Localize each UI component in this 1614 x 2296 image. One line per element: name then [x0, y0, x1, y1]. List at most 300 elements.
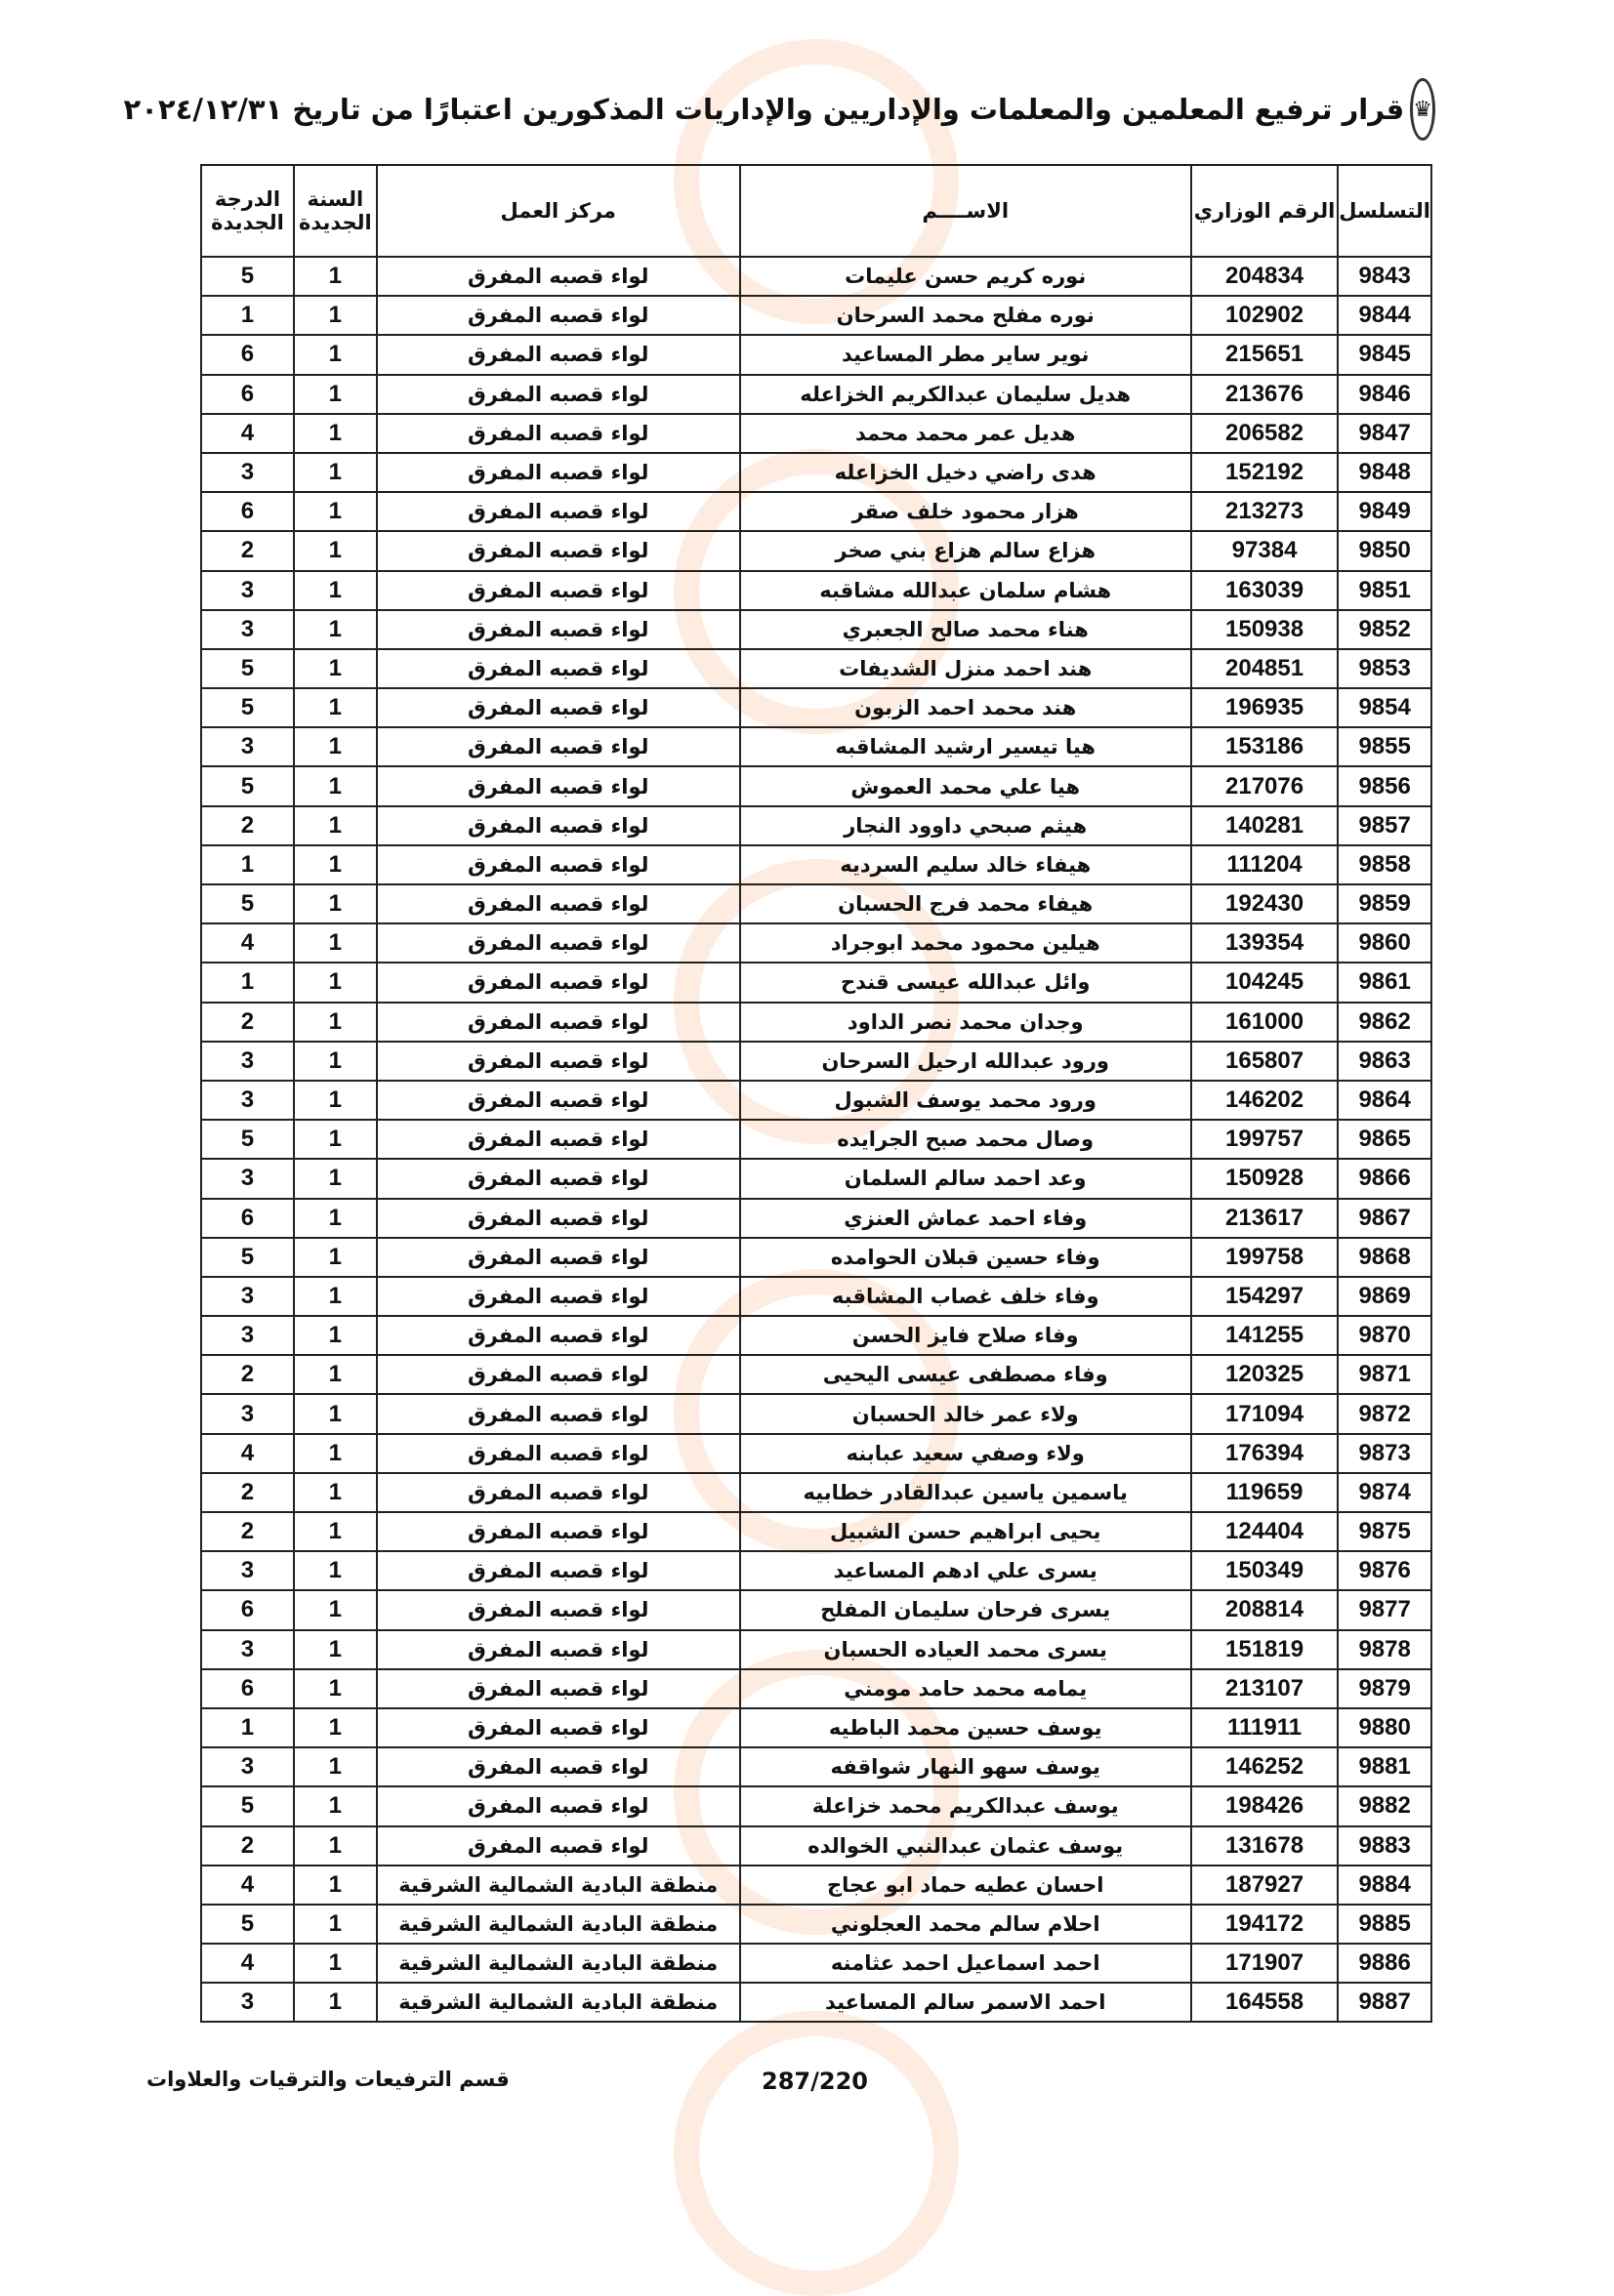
table-row: [201, 923, 1431, 963]
cell-name: ياسمين ياسين عبدالقادر خطابيه: [740, 1473, 1191, 1512]
cell-ministry-id: 213617: [1191, 1199, 1338, 1238]
cell-work-center: لواء قصبه المفرق: [377, 296, 740, 335]
cell-ministry-id: 111911: [1191, 1708, 1338, 1747]
cell-ministry-id: 131678: [1191, 1826, 1338, 1866]
cell-work-center: لواء قصبه المفرق: [377, 1355, 740, 1394]
cell-serial: 9849: [1338, 492, 1431, 531]
cell-name: وصال محمد صبح الجرايده: [740, 1120, 1191, 1159]
cell-ministry-id: 146252: [1191, 1747, 1338, 1786]
cell-ministry-id: 199758: [1191, 1238, 1338, 1277]
cell-serial: 9883: [1338, 1826, 1431, 1866]
cell-name: وجدان محمد نصر الداود: [740, 1003, 1191, 1042]
cell-ministry-id: 199757: [1191, 1120, 1338, 1159]
cell-ministry-id: 165807: [1191, 1042, 1338, 1081]
cell-ministry-id: 111204: [1191, 845, 1338, 884]
cell-serial: 9855: [1338, 727, 1431, 766]
cell-new-grade: 2: [201, 531, 294, 570]
cell-new-grade: 6: [201, 492, 294, 531]
cell-work-center: لواء قصبه المفرق: [377, 1120, 740, 1159]
cell-work-center: لواء قصبه المفرق: [377, 414, 740, 453]
cell-ministry-id: 154297: [1191, 1277, 1338, 1316]
cell-work-center: لواء قصبه المفرق: [377, 1081, 740, 1120]
cell-name: هيثم صبحي داوود النجار: [740, 806, 1191, 845]
cell-name: ورود محمد يوسف الشبول: [740, 1081, 1191, 1120]
cell-work-center: لواء قصبه المفرق: [377, 1786, 740, 1825]
cell-ministry-id: 150938: [1191, 610, 1338, 649]
cell-new-grade: 6: [201, 335, 294, 374]
cell-new-grade: 5: [201, 1238, 294, 1277]
cell-ministry-id: 176394: [1191, 1434, 1338, 1473]
cell-ministry-id: 171094: [1191, 1394, 1338, 1433]
cell-serial: 9853: [1338, 649, 1431, 688]
cell-new-year: 1: [294, 1473, 377, 1512]
cell-work-center: لواء قصبه المفرق: [377, 1512, 740, 1551]
cell-new-grade: 5: [201, 884, 294, 923]
cell-new-grade: 2: [201, 1473, 294, 1512]
cell-ministry-id: 119659: [1191, 1473, 1338, 1512]
cell-ministry-id: 213676: [1191, 375, 1338, 414]
cell-name: هشام سلمان عبدالله مشاقبه: [740, 571, 1191, 610]
cell-serial: 9865: [1338, 1120, 1431, 1159]
cell-new-year: 1: [294, 1983, 377, 2022]
cell-new-year: 1: [294, 1238, 377, 1277]
cell-ministry-id: 171907: [1191, 1944, 1338, 1983]
table-row: [201, 1590, 1431, 1629]
cell-new-grade: 3: [201, 1747, 294, 1786]
cell-new-grade: 1: [201, 296, 294, 335]
cell-new-grade: 5: [201, 1120, 294, 1159]
cell-work-center: لواء قصبه المفرق: [377, 884, 740, 923]
cell-name: احسان عطيه حماد ابو عجاج: [740, 1866, 1191, 1905]
cell-new-grade: 3: [201, 1983, 294, 2022]
cell-new-grade: 3: [201, 1042, 294, 1081]
cell-work-center: لواء قصبه المفرق: [377, 1434, 740, 1473]
cell-new-year: 1: [294, 1905, 377, 1944]
table-row: [201, 1316, 1431, 1355]
cell-serial: 9875: [1338, 1512, 1431, 1551]
cell-new-year: 1: [294, 1120, 377, 1159]
cell-serial: 9887: [1338, 1983, 1431, 2022]
table-row: [201, 1120, 1431, 1159]
table-row: [201, 1669, 1431, 1708]
cell-work-center: لواء قصبه المفرق: [377, 923, 740, 963]
cell-ministry-id: 150349: [1191, 1551, 1338, 1590]
cell-work-center: لواء قصبه المفرق: [377, 1277, 740, 1316]
cell-name: نوره مفلح محمد السرحان: [740, 296, 1191, 335]
cell-new-year: 1: [294, 335, 377, 374]
cell-ministry-id: 204851: [1191, 649, 1338, 688]
cell-work-center: لواء قصبه المفرق: [377, 1042, 740, 1081]
cell-serial: 9871: [1338, 1355, 1431, 1394]
cell-serial: 9862: [1338, 1003, 1431, 1042]
cell-serial: 9869: [1338, 1277, 1431, 1316]
cell-new-grade: 5: [201, 649, 294, 688]
header-work-center: مركز العمل: [377, 165, 740, 257]
table-row: [201, 1355, 1431, 1394]
table-header-row: [201, 165, 1431, 257]
table-row: [201, 1866, 1431, 1905]
cell-serial: 9872: [1338, 1394, 1431, 1433]
cell-new-year: 1: [294, 649, 377, 688]
cell-work-center: لواء قصبه المفرق: [377, 1159, 740, 1198]
cell-new-grade: 5: [201, 1905, 294, 1944]
cell-new-grade: 6: [201, 1669, 294, 1708]
table-row: [201, 1944, 1431, 1983]
cell-new-grade: 6: [201, 1590, 294, 1629]
cell-new-year: 1: [294, 923, 377, 963]
cell-name: وفاء حسين قبلان الحوامده: [740, 1238, 1191, 1277]
cell-serial: 9856: [1338, 766, 1431, 805]
cell-ministry-id: 124404: [1191, 1512, 1338, 1551]
cell-new-year: 1: [294, 1042, 377, 1081]
cell-name: وفاء احمد عماش العنزي: [740, 1199, 1191, 1238]
table-row: [201, 296, 1431, 335]
cell-serial: 9864: [1338, 1081, 1431, 1120]
cell-name: وفاء صلاح فايز الحسن: [740, 1316, 1191, 1355]
cell-new-year: 1: [294, 1708, 377, 1747]
cell-new-year: 1: [294, 766, 377, 805]
cell-serial: 9880: [1338, 1708, 1431, 1747]
cell-serial: 9847: [1338, 414, 1431, 453]
table-row: [201, 335, 1431, 374]
cell-new-grade: 5: [201, 688, 294, 727]
cell-new-year: 1: [294, 1866, 377, 1905]
cell-ministry-id: 163039: [1191, 571, 1338, 610]
cell-serial: 9868: [1338, 1238, 1431, 1277]
cell-work-center: لواء قصبه المفرق: [377, 649, 740, 688]
cell-serial: 9861: [1338, 963, 1431, 1002]
table-row: [201, 257, 1431, 296]
cell-name: وفاء خلف غصاب المشاقبه: [740, 1277, 1191, 1316]
table-row: [201, 727, 1431, 766]
table-row: [201, 1277, 1431, 1316]
cell-new-grade: 3: [201, 610, 294, 649]
cell-new-year: 1: [294, 414, 377, 453]
table-row: [201, 1042, 1431, 1081]
cell-new-year: 1: [294, 806, 377, 845]
cell-name: يسرى علي ادهم المساعيد: [740, 1551, 1191, 1590]
table-row: [201, 531, 1431, 570]
cell-name: هيا علي محمد العموش: [740, 766, 1191, 805]
cell-new-grade: 4: [201, 1866, 294, 1905]
cell-new-grade: 1: [201, 1708, 294, 1747]
cell-new-year: 1: [294, 492, 377, 531]
cell-new-grade: 4: [201, 1944, 294, 1983]
cell-serial: 9848: [1338, 453, 1431, 492]
cell-ministry-id: 153186: [1191, 727, 1338, 766]
cell-new-grade: 2: [201, 1355, 294, 1394]
cell-new-grade: 2: [201, 1826, 294, 1866]
table-row: [201, 1786, 1431, 1825]
cell-new-year: 1: [294, 1944, 377, 1983]
cell-work-center: لواء قصبه المفرق: [377, 571, 740, 610]
table-row: [201, 1238, 1431, 1277]
cell-serial: 9885: [1338, 1905, 1431, 1944]
table-row: [201, 1983, 1431, 2022]
header-new-grade: الدرجة الجديدة: [201, 165, 294, 257]
cell-new-year: 1: [294, 610, 377, 649]
header-new-year: السنة الجديدة: [294, 165, 377, 257]
cell-name: هيلين محمود محمد ابوجراد: [740, 923, 1191, 963]
cell-name: وعد احمد سالم السلمان: [740, 1159, 1191, 1198]
cell-new-year: 1: [294, 531, 377, 570]
cell-name: يوسف حسين محمد الباطيه: [740, 1708, 1191, 1747]
cell-new-grade: 3: [201, 453, 294, 492]
cell-ministry-id: 97384: [1191, 531, 1338, 570]
department-label: قسم الترفيعات والترقيات والعلاوات: [146, 2068, 510, 2091]
promotions-table: [200, 164, 1432, 2023]
cell-new-grade: 2: [201, 1003, 294, 1042]
cell-new-year: 1: [294, 845, 377, 884]
cell-name: وائل عبدالله عيسى قندح: [740, 963, 1191, 1002]
cell-serial: 9860: [1338, 923, 1431, 963]
cell-work-center: لواء قصبه المفرق: [377, 1003, 740, 1042]
table-row: [201, 688, 1431, 727]
cell-new-grade: 2: [201, 806, 294, 845]
cell-name: هيفاء خالد سليم السرديه: [740, 845, 1191, 884]
cell-serial: 9857: [1338, 806, 1431, 845]
table-row: [201, 845, 1431, 884]
table-row: [201, 375, 1431, 414]
document-title: قرار ترفيع المعلمين والمعلمات والإداريين والإداريات المذكورين اعتبارًا من تاريخ ٢٠٢٤/١٢/٣١: [123, 93, 1405, 126]
table-row: [201, 492, 1431, 531]
cell-work-center: لواء قصبه المفرق: [377, 531, 740, 570]
cell-new-year: 1: [294, 375, 377, 414]
cell-serial: 9850: [1338, 531, 1431, 570]
cell-name: هديل سليمان عبدالكريم الخزاعله: [740, 375, 1191, 414]
cell-new-year: 1: [294, 963, 377, 1002]
cell-work-center: لواء قصبه المفرق: [377, 806, 740, 845]
cell-new-grade: 3: [201, 1159, 294, 1198]
cell-work-center: منطقة البادية الشمالية الشرقية: [377, 1983, 740, 2022]
cell-work-center: لواء قصبه المفرق: [377, 375, 740, 414]
cell-new-year: 1: [294, 884, 377, 923]
cell-ministry-id: 192430: [1191, 884, 1338, 923]
table-row: [201, 963, 1431, 1002]
cell-name: هيفاء محمد فرج الحسبان: [740, 884, 1191, 923]
cell-serial: 9870: [1338, 1316, 1431, 1355]
header-ministry-id: الرقم الوزاري: [1191, 165, 1338, 257]
table-row: [201, 1081, 1431, 1120]
cell-new-year: 1: [294, 1551, 377, 1590]
cell-ministry-id: 151819: [1191, 1630, 1338, 1669]
cell-serial: 9881: [1338, 1747, 1431, 1786]
cell-name: ورود عبدالله ارحيل السرحان: [740, 1042, 1191, 1081]
cell-ministry-id: 187927: [1191, 1866, 1338, 1905]
cell-new-grade: 4: [201, 923, 294, 963]
cell-work-center: لواء قصبه المفرق: [377, 845, 740, 884]
cell-work-center: لواء قصبه المفرق: [377, 1394, 740, 1433]
cell-ministry-id: 196935: [1191, 688, 1338, 727]
cell-serial: 9873: [1338, 1434, 1431, 1473]
cell-new-year: 1: [294, 1669, 377, 1708]
cell-work-center: لواء قصبه المفرق: [377, 1590, 740, 1629]
table-row: [201, 1905, 1431, 1944]
table-row: [201, 884, 1431, 923]
cell-work-center: لواء قصبه المفرق: [377, 727, 740, 766]
cell-new-grade: 3: [201, 571, 294, 610]
table-row: [201, 1003, 1431, 1042]
cell-serial: 9878: [1338, 1630, 1431, 1669]
cell-work-center: لواء قصبه المفرق: [377, 1708, 740, 1747]
cell-new-year: 1: [294, 1434, 377, 1473]
ministry-emblem-icon: ♛: [1410, 78, 1435, 141]
table-row: [201, 806, 1431, 845]
cell-ministry-id: 104245: [1191, 963, 1338, 1002]
cell-ministry-id: 194172: [1191, 1905, 1338, 1944]
cell-serial: 9852: [1338, 610, 1431, 649]
cell-new-grade: 2: [201, 1512, 294, 1551]
cell-work-center: لواء قصبه المفرق: [377, 1551, 740, 1590]
cell-name: هديل عمر محمد محمد: [740, 414, 1191, 453]
cell-name: هند محمد احمد الزبون: [740, 688, 1191, 727]
cell-new-year: 1: [294, 1630, 377, 1669]
table-row: [201, 1747, 1431, 1786]
cell-ministry-id: 206582: [1191, 414, 1338, 453]
cell-work-center: لواء قصبه المفرق: [377, 963, 740, 1002]
cell-new-grade: 6: [201, 375, 294, 414]
cell-new-year: 1: [294, 1826, 377, 1866]
cell-name: يسرى فرحان سليمان المفلح: [740, 1590, 1191, 1629]
cell-ministry-id: 208814: [1191, 1590, 1338, 1629]
cell-new-grade: 4: [201, 414, 294, 453]
cell-serial: 9858: [1338, 845, 1431, 884]
cell-work-center: لواء قصبه المفرق: [377, 1669, 740, 1708]
cell-name: ولاء وصفي سعيد عبابنه: [740, 1434, 1191, 1473]
cell-name: احمد اسماعيل احمد عثامنه: [740, 1944, 1191, 1983]
cell-name: نوير ساير مطر المساعيد: [740, 335, 1191, 374]
cell-new-year: 1: [294, 1590, 377, 1629]
cell-name: يمامه محمد حامد مومني: [740, 1669, 1191, 1708]
cell-new-year: 1: [294, 1747, 377, 1786]
cell-work-center: منطقة البادية الشمالية الشرقية: [377, 1866, 740, 1905]
cell-work-center: لواء قصبه المفرق: [377, 1473, 740, 1512]
cell-ministry-id: 102902: [1191, 296, 1338, 335]
cell-serial: 9867: [1338, 1199, 1431, 1238]
cell-serial: 9851: [1338, 571, 1431, 610]
cell-work-center: لواء قصبه المفرق: [377, 453, 740, 492]
cell-ministry-id: 140281: [1191, 806, 1338, 845]
cell-ministry-id: 213273: [1191, 492, 1338, 531]
cell-serial: 9879: [1338, 1669, 1431, 1708]
table-row: [201, 1434, 1431, 1473]
cell-name: احلام سالم محمد العجلوني: [740, 1905, 1191, 1944]
cell-serial: 9874: [1338, 1473, 1431, 1512]
cell-name: وفاء مصطفى عيسى اليحيى: [740, 1355, 1191, 1394]
cell-work-center: لواء قصبه المفرق: [377, 1826, 740, 1866]
page-number: 287/220: [762, 2068, 868, 2095]
table-row: [201, 1708, 1431, 1747]
table-row: [201, 1551, 1431, 1590]
cell-work-center: لواء قصبه المفرق: [377, 335, 740, 374]
cell-name: هند احمد منزل الشديفات: [740, 649, 1191, 688]
cell-name: يوسف عثمان عبدالنبي الخوالده: [740, 1826, 1191, 1866]
cell-work-center: لواء قصبه المفرق: [377, 257, 740, 296]
cell-ministry-id: 198426: [1191, 1786, 1338, 1825]
table-row: [201, 1512, 1431, 1551]
table-row: [201, 1826, 1431, 1866]
cell-new-year: 1: [294, 571, 377, 610]
cell-ministry-id: 120325: [1191, 1355, 1338, 1394]
cell-serial: 9886: [1338, 1944, 1431, 1983]
watermark: [674, 2011, 959, 2296]
cell-serial: 9882: [1338, 1786, 1431, 1825]
table-row: [201, 610, 1431, 649]
table-row: [201, 453, 1431, 492]
table-row: [201, 1630, 1431, 1669]
table-row: [201, 1159, 1431, 1198]
cell-new-grade: 1: [201, 963, 294, 1002]
cell-name: يحيى ابراهيم حسن الشبيل: [740, 1512, 1191, 1551]
cell-serial: 9854: [1338, 688, 1431, 727]
cell-serial: 9866: [1338, 1159, 1431, 1198]
cell-work-center: لواء قصبه المفرق: [377, 688, 740, 727]
table-row: [201, 1199, 1431, 1238]
cell-serial: 9877: [1338, 1590, 1431, 1629]
cell-work-center: منطقة البادية الشمالية الشرقية: [377, 1944, 740, 1983]
cell-serial: 9884: [1338, 1866, 1431, 1905]
cell-new-grade: 5: [201, 257, 294, 296]
cell-name: هدى راضي دخيل الخزاعله: [740, 453, 1191, 492]
cell-work-center: لواء قصبه المفرق: [377, 1630, 740, 1669]
table-row: [201, 571, 1431, 610]
cell-serial: 9846: [1338, 375, 1431, 414]
cell-name: يوسف عبدالكريم محمد خزاعلة: [740, 1786, 1191, 1825]
header-serial: التسلسل: [1338, 165, 1431, 257]
cell-ministry-id: 139354: [1191, 923, 1338, 963]
cell-name: هزاع سالم هزاع بني صخر: [740, 531, 1191, 570]
cell-new-year: 1: [294, 1316, 377, 1355]
cell-new-grade: 6: [201, 1199, 294, 1238]
cell-ministry-id: 152192: [1191, 453, 1338, 492]
cell-work-center: منطقة البادية الشمالية الشرقية: [377, 1905, 740, 1944]
cell-serial: 9876: [1338, 1551, 1431, 1590]
table-row: [201, 649, 1431, 688]
cell-ministry-id: 141255: [1191, 1316, 1338, 1355]
cell-serial: 9859: [1338, 884, 1431, 923]
table-row: [201, 1473, 1431, 1512]
cell-work-center: لواء قصبه المفرق: [377, 766, 740, 805]
cell-serial: 9863: [1338, 1042, 1431, 1081]
cell-name: يسرى محمد العياده الحسبان: [740, 1630, 1191, 1669]
cell-new-grade: 3: [201, 1630, 294, 1669]
cell-new-year: 1: [294, 1277, 377, 1316]
cell-name: هزار محمود خلف صقر: [740, 492, 1191, 531]
cell-new-year: 1: [294, 1355, 377, 1394]
cell-ministry-id: 150928: [1191, 1159, 1338, 1198]
cell-new-year: 1: [294, 296, 377, 335]
cell-new-year: 1: [294, 257, 377, 296]
cell-ministry-id: 217076: [1191, 766, 1338, 805]
cell-name: احمد الاسمر سالم المساعيد: [740, 1983, 1191, 2022]
cell-new-grade: 5: [201, 766, 294, 805]
cell-new-grade: 3: [201, 1394, 294, 1433]
cell-new-grade: 5: [201, 1786, 294, 1825]
cell-serial: 9843: [1338, 257, 1431, 296]
cell-new-grade: 3: [201, 1277, 294, 1316]
cell-new-grade: 3: [201, 727, 294, 766]
cell-work-center: لواء قصبه المفرق: [377, 1199, 740, 1238]
cell-new-grade: 3: [201, 1316, 294, 1355]
cell-name: هناء محمد صالح الجعبري: [740, 610, 1191, 649]
cell-ministry-id: 215651: [1191, 335, 1338, 374]
cell-work-center: لواء قصبه المفرق: [377, 610, 740, 649]
cell-new-year: 1: [294, 1199, 377, 1238]
cell-serial: 9845: [1338, 335, 1431, 374]
cell-new-year: 1: [294, 1159, 377, 1198]
cell-new-year: 1: [294, 1512, 377, 1551]
cell-new-year: 1: [294, 727, 377, 766]
